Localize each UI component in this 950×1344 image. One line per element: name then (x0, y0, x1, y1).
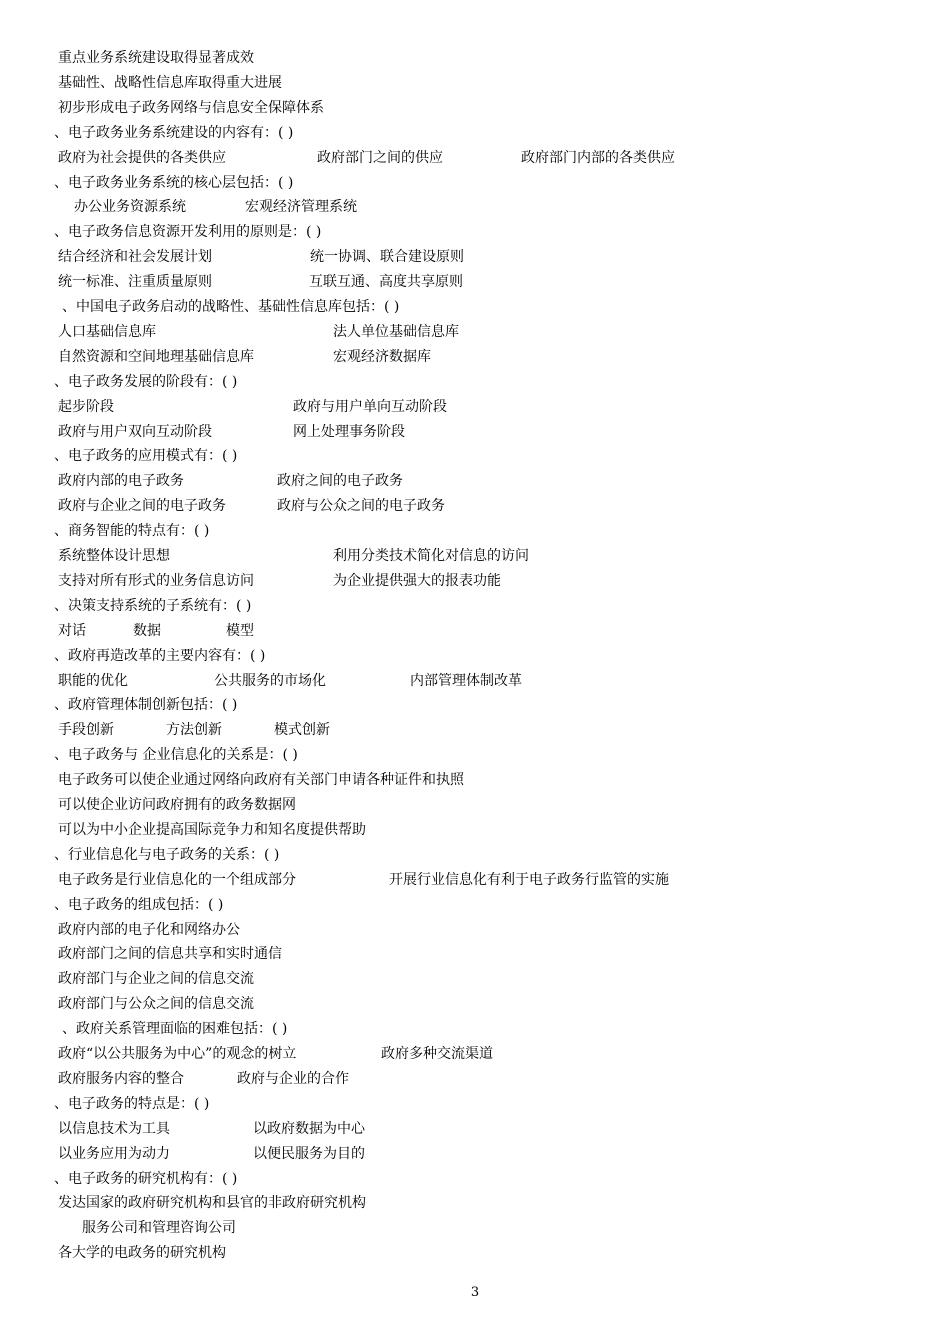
text-segment: 宏观经济数据库 (333, 348, 431, 365)
text-segment: 政府内部的电子化和网络办公 (58, 921, 240, 938)
text-segment: 办公业务资源系统 (74, 199, 186, 216)
text-segment: 、政府关系管理面临的困难包括：( ) (62, 1021, 288, 1038)
text-segment: 、电子政务的应用模式有：( ) (54, 448, 238, 465)
text-segment: 初步形成电子政务网络与信息安全保障体系 (58, 99, 324, 116)
text-segment: 自然资源和空间地理基础信息库 (58, 348, 254, 365)
text-segment: 政府与用户单向互动阶段 (293, 398, 447, 415)
text-segment: 以信息技术为工具 (58, 1120, 170, 1137)
text-segment: 模式创新 (274, 722, 330, 739)
text-segment: 、电子政务的研究机构有：( ) (54, 1170, 238, 1187)
text-segment: 、电子政务发展的阶段有：( ) (54, 373, 238, 390)
text-segment: 结合经济和社会发展计划 (58, 249, 212, 266)
text-segment: 各大学的电政务的研究机构 (58, 1245, 226, 1262)
text-segment: 政府“以公共服务为中心”的观念的树立 (58, 1046, 297, 1062)
text-segment: 基础性、战略性信息库取得重大进展 (58, 74, 282, 91)
text-segment: 电子政务可以使企业通过网络向政府有关部门申请各种证件和执照 (58, 772, 464, 789)
text-segment: 统一协调、联合建设原则 (310, 249, 464, 266)
text-segment: 、商务智能的特点有：( ) (54, 523, 210, 540)
text-segment: 可以使企业访问政府拥有的政务数据网 (58, 797, 296, 813)
text-segment: 政府部门之间的信息共享和实时通信 (58, 946, 282, 963)
text-segment: 、电子政务业务系统建设的内容有：( ) (54, 124, 294, 141)
text-segment: 政府与企业的合作 (237, 1070, 349, 1087)
text-segment: 政府为社会提供的各类供应 (58, 149, 226, 166)
text-segment: 以便民服务为目的 (253, 1145, 365, 1162)
text-segment: 服务公司和管理咨询公司 (82, 1220, 236, 1237)
text-segment: 政府服务内容的整合 (58, 1070, 184, 1087)
text-segment: 政府与企业之间的电子政务 (58, 498, 226, 515)
text-segment: 人口基础信息库 (58, 323, 156, 340)
text-segment: 互联互通、高度共享原则 (309, 274, 463, 291)
text-segment: 宏观经济管理系统 (245, 199, 357, 216)
text-segment: 对话 (58, 622, 86, 639)
text-segment: 数据 (133, 622, 161, 639)
text-segment: 、行业信息化与电子政务的关系：( ) (54, 846, 280, 863)
text-segment: 统一标准、注重质量原则 (58, 274, 212, 291)
text-segment: 职能的优化 (58, 672, 128, 689)
text-segment: 重点业务系统建设取得显著成效 (58, 50, 254, 66)
text-segment: 法人单位基础信息库 (333, 323, 459, 340)
text-segment: 、中国电子政务启动的战略性、基础性信息库包括：( ) (62, 299, 400, 315)
text-segment: 、电子政务业务系统的核心层包括：( ) (54, 174, 294, 191)
text-segment: 电子政务是行业信息化的一个组成部分 (58, 871, 296, 888)
text-segment: 政府部门之间的供应 (317, 149, 443, 166)
text-segment: 以政府数据为中心 (253, 1120, 365, 1137)
text-segment: 政府部门内部的各类供应 (521, 149, 675, 166)
text-segment: 支持对所有形式的业务信息访问 (58, 572, 254, 589)
text-segment: 起步阶段 (58, 398, 114, 415)
text-segment: 政府之间的电子政务 (277, 473, 403, 490)
text-segment: 系统整体设计思想 (58, 548, 170, 564)
text-segment: 发达国家的政府研究机构和县官的非政府研究机构 (58, 1195, 366, 1212)
text-segment: 方法创新 (166, 722, 222, 739)
text-segment: 公共服务的市场化 (214, 672, 326, 689)
text-segment: 、电子政务信息资源开发利用的原则是：( ) (54, 224, 322, 241)
text-segment: 政府内部的电子政务 (58, 473, 184, 490)
text-segment: 模型 (226, 622, 254, 639)
text-segment: 以业务应用为动力 (58, 1145, 170, 1162)
text-segment: 、政府管理体制创新包括：( ) (54, 697, 238, 714)
text-segment: 政府部门与公众之间的信息交流 (58, 996, 254, 1013)
text-segment: 、政府再造改革的主要内容有：( ) (54, 647, 266, 664)
text-segment: 为企业提供强大的报表功能 (333, 572, 501, 589)
text-segment: 手段创新 (58, 722, 114, 739)
text-segment: 政府多种交流渠道 (381, 1046, 493, 1062)
text-segment: 可以为中小企业提高国际竞争力和知名度提供帮助 (58, 821, 366, 838)
text-segment: 、电子政务的组成包括：( ) (54, 896, 224, 913)
text-segment: 网上处理事务阶段 (293, 423, 405, 440)
text-segment: 内部管理体制改革 (410, 672, 522, 689)
text-segment: 政府与公众之间的电子政务 (277, 498, 445, 515)
page-number: 3 (470, 1285, 480, 1300)
text-segment: 、决策支持系统的子系统有：( ) (54, 597, 252, 614)
text-segment: 政府部门与企业之间的信息交流 (58, 971, 254, 988)
text-segment: 政府与用户双向互动阶段 (58, 423, 212, 440)
text-segment: 、电子政务与 企业信息化的关系是：( ) (54, 747, 298, 764)
text-segment: 利用分类技术简化对信息的访问 (333, 548, 529, 564)
text-segment: 开展行业信息化有利于电子政务行监管的实施 (389, 871, 669, 888)
text-segment: 、电子政务的特点是：( ) (54, 1095, 210, 1112)
